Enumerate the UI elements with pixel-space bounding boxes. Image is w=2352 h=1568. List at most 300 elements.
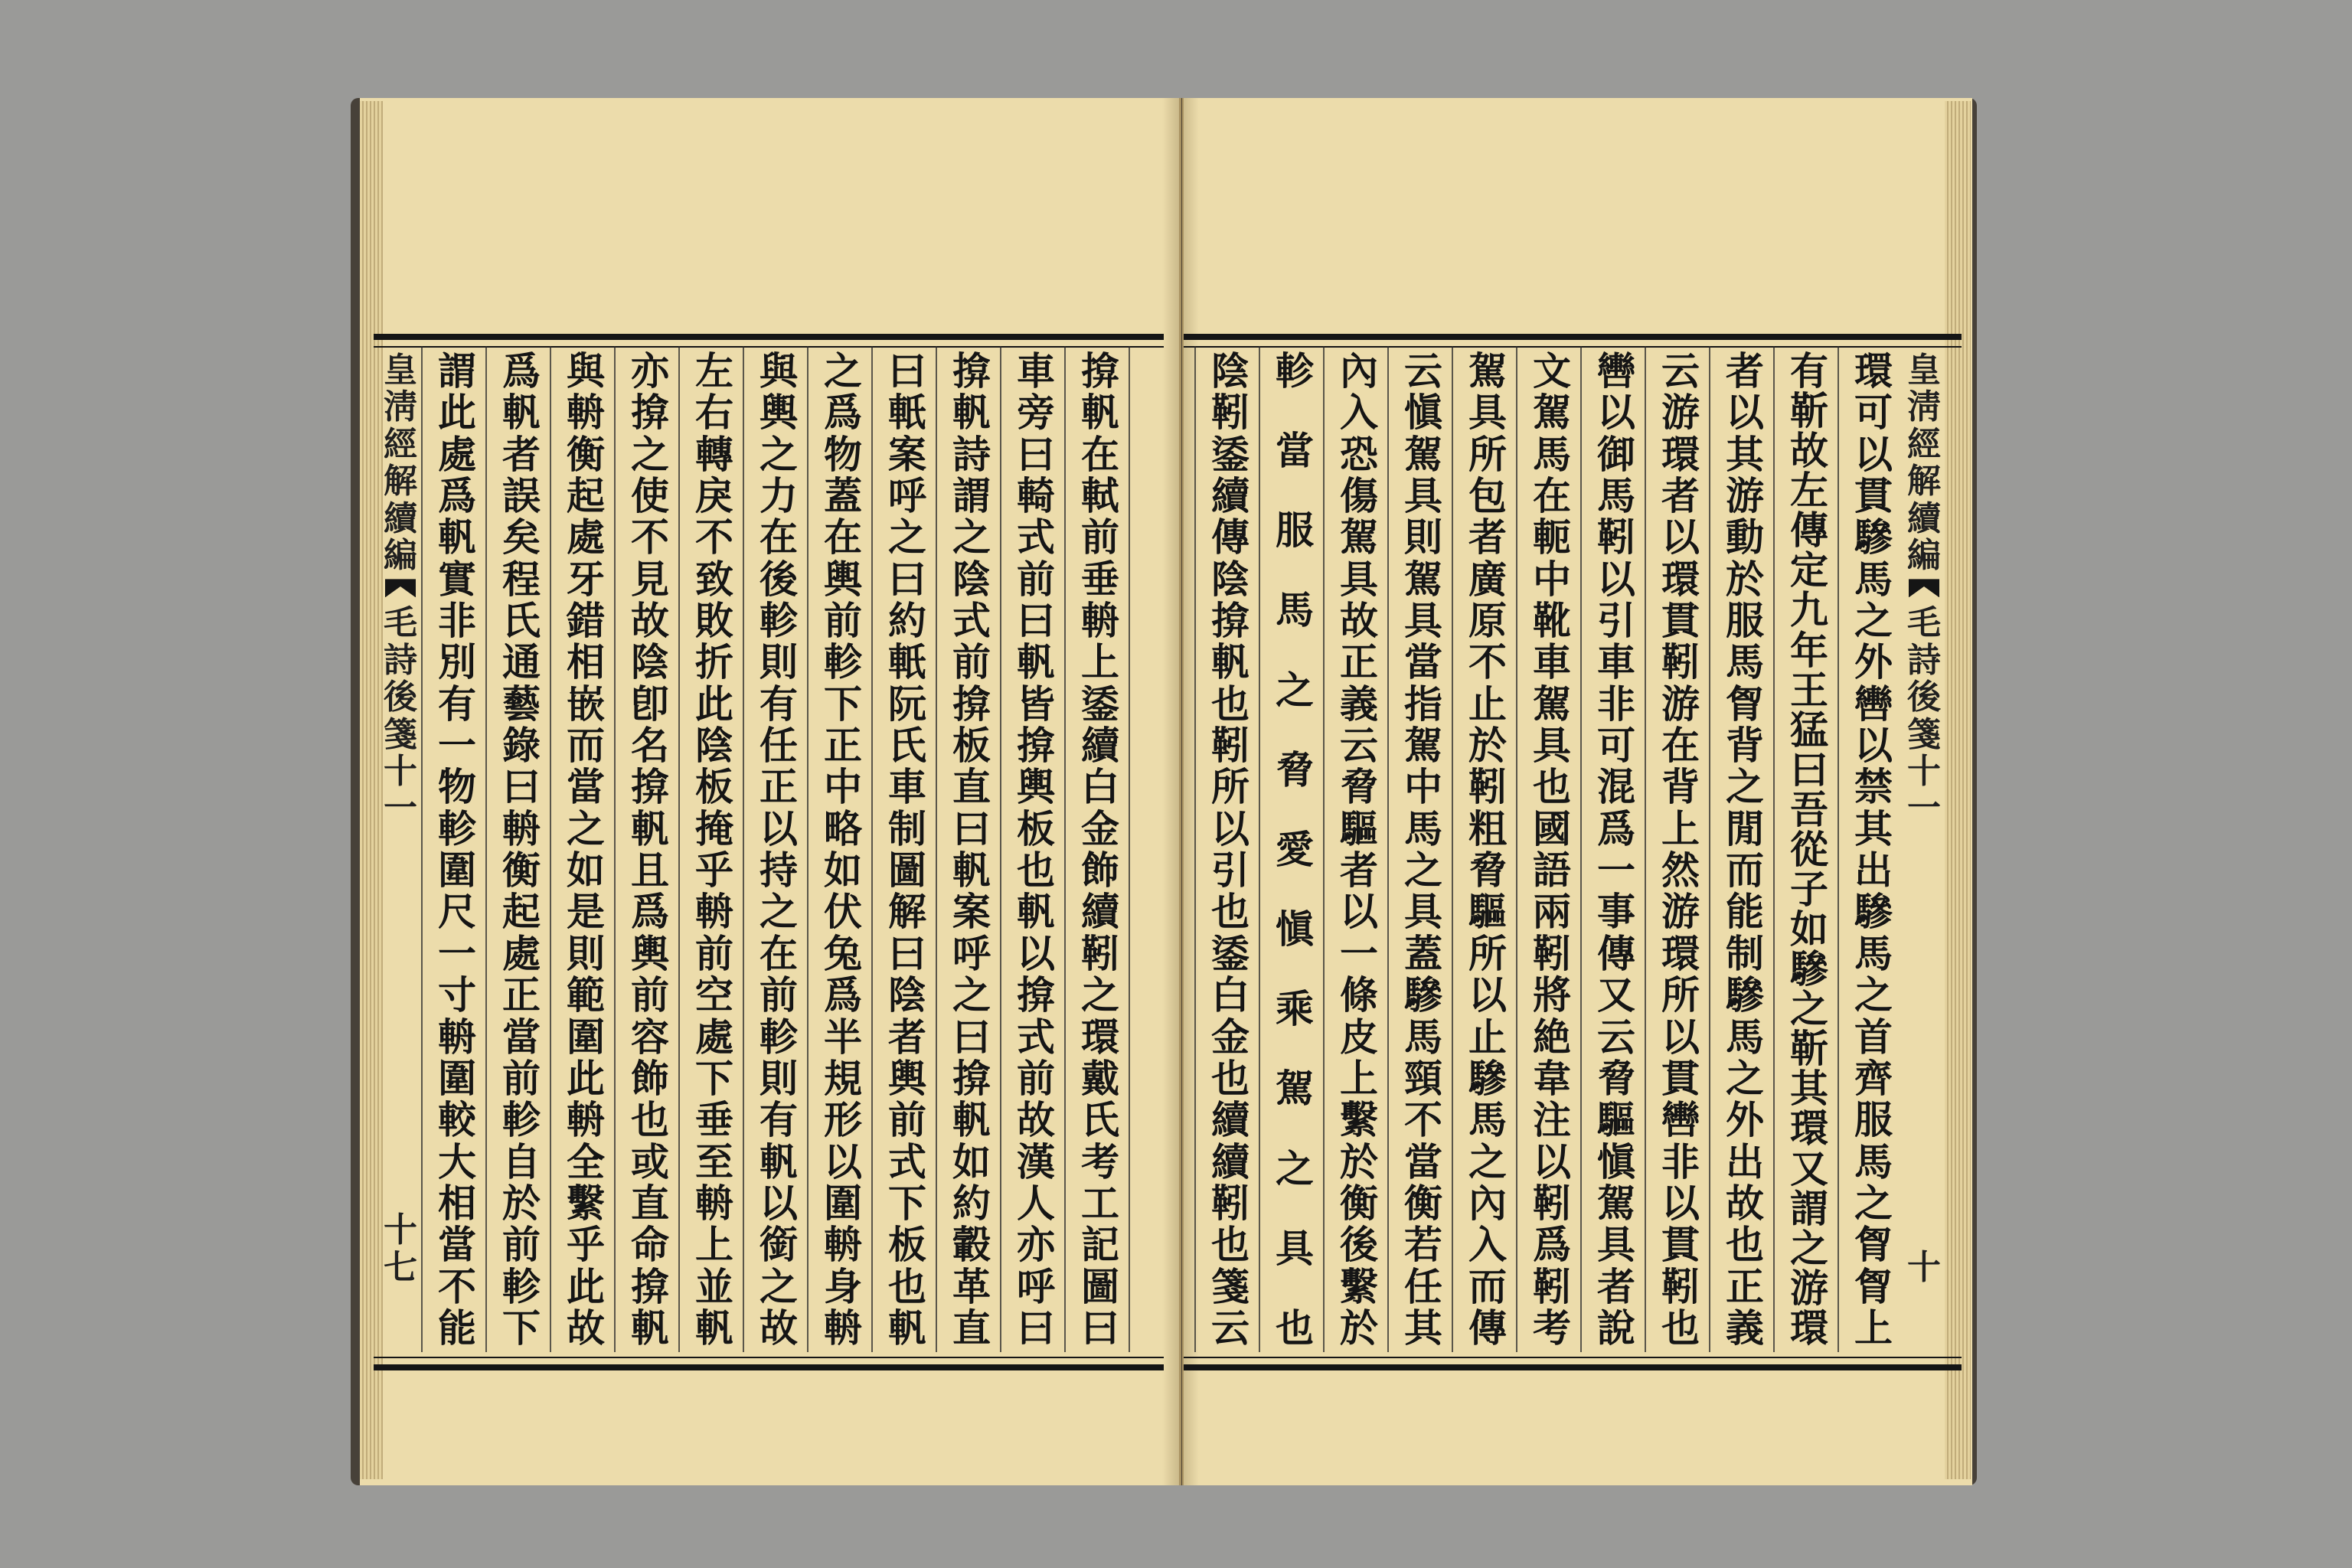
column-rule [678,346,680,1352]
glyph: 圍 [438,1055,476,1101]
glyph: 文 [1533,348,1571,394]
glyph: 游 [1661,390,1700,436]
glyph: 脅 [1276,746,1314,792]
glyph: 也 [1211,1222,1250,1268]
glyph: 起 [567,473,605,519]
column-rule [1000,346,1001,1352]
glyph: 馬 [1854,556,1893,602]
glyph: 與 [760,348,798,394]
glyph: 當 [502,1014,541,1060]
glyph: 爲 [1597,805,1635,851]
glyph: 駕 [1597,1180,1635,1226]
glyph: 掩 [695,805,733,851]
glyph: 至 [695,1138,733,1184]
column-rule [1516,346,1517,1352]
column-rule [614,346,616,1352]
glyph: 愼 [1597,1138,1635,1184]
glyph: 御 [1597,431,1635,477]
glyph: 靷 [1468,764,1507,810]
glyph: 板 [888,1222,926,1268]
glyph: 陰 [1211,348,1250,394]
glyph: 以 [1726,390,1764,436]
glyph: 貫 [1661,1055,1700,1101]
glyph: 具 [1597,1222,1635,1268]
glyph: 靷 [1597,514,1635,560]
glyph: 左 [695,348,733,394]
glyph: 者 [1340,848,1378,893]
glyph: 正 [1340,639,1378,685]
glyph: 齊 [1854,1055,1893,1101]
glyph: 轂 [952,1222,991,1268]
glyph: 爲 [438,473,476,519]
glyph: 前 [760,972,798,1018]
glyph: 靷 [1211,723,1250,769]
glyph: 寸 [438,972,476,1018]
glyph: 不 [1404,1097,1442,1143]
glyph: 入 [1468,1222,1507,1268]
glyph: 是 [567,889,605,935]
text-column [884,348,931,1351]
text-column [755,348,802,1351]
glyph: 如 [824,848,862,893]
glyph: 注 [1533,1097,1571,1143]
fishtail-mark-icon [385,579,416,597]
glyph: 通 [502,639,541,685]
glyph: 軓 [631,1305,669,1351]
glyph: 空 [695,972,733,1018]
glyph: 爲 [502,348,541,394]
glyph: 故 [1017,1097,1055,1143]
glyph: 其 [1854,805,1893,851]
glyph: 也 [631,1097,669,1143]
glyph: 止 [1468,1014,1507,1060]
glyph: 並 [695,1263,733,1309]
glyph: 又 [1597,972,1635,1018]
glyph: 駕 [1468,348,1507,394]
column-rule [936,346,937,1352]
glyph: 上 [1340,1055,1378,1101]
glyph: 當 [1276,428,1314,474]
glyph: 以 [1211,805,1250,851]
glyph: 有 [1790,348,1828,394]
glyph: 駕 [1533,390,1571,436]
glyph: 鋈 [1081,681,1119,727]
centre-title: 皇 淸 經 解 續 編 [1907,351,1941,575]
glyph: 阮 [888,681,926,727]
glyph: 不 [695,514,733,560]
glyph: 然 [1661,848,1700,893]
glyph: 直 [631,1180,669,1226]
text-column [1721,348,1769,1351]
glyph: 相 [438,1180,476,1226]
glyph: 前 [502,1055,541,1101]
glyph: 所 [1468,431,1507,477]
glyph: 前 [695,930,733,976]
glyph: 式 [888,1138,926,1184]
glyph: 曰 [952,1014,991,1060]
text-column [1012,348,1060,1351]
column-rule [1709,346,1710,1352]
glyph: 傷 [1340,473,1378,519]
glyph: 引 [1597,598,1635,644]
glyph: 驂 [1854,889,1893,935]
glyph: 命 [631,1222,669,1268]
glyph: 金 [1211,1014,1250,1060]
glyph: 處 [695,1014,733,1060]
glyph: 不 [1468,639,1507,685]
glyph: 靷 [1533,1180,1571,1226]
glyph: 中 [1533,556,1571,602]
glyph: 愛 [1276,826,1314,872]
glyph: 上 [695,1222,733,1268]
text-column [1785,348,1833,1351]
glyph: 以 [1597,556,1635,602]
glyph: 軝 [888,639,926,685]
glyph: 靷 [1081,930,1119,976]
glyph: 之 [888,514,926,560]
glyph: 物 [438,764,476,810]
glyph: 故 [567,1305,605,1351]
glyph: 正 [502,972,541,1018]
glyph: 語 [1533,848,1571,893]
glyph: 胷 [1854,1222,1893,1268]
glyph: 起 [502,889,541,935]
glyph: 在 [824,514,862,560]
glyph: 詩 [952,431,991,477]
glyph: 所 [1661,972,1700,1018]
glyph: 有 [438,681,476,727]
glyph: 義 [1726,1305,1764,1351]
text-column [691,348,738,1351]
glyph: 靳 [1790,388,1828,434]
text-column [1076,348,1124,1351]
glyph: 處 [567,514,605,560]
glyph: 之 [760,1263,798,1309]
glyph: 氏 [888,723,926,769]
text-column [1271,348,1318,1351]
glyph: 輢 [1017,473,1055,519]
glyph: 戴 [1081,1055,1119,1101]
text-column [819,348,867,1351]
glyph: 板 [1017,805,1055,851]
glyph: 曰 [1081,1305,1119,1351]
glyph: 以 [824,1138,862,1184]
glyph: 絶 [1533,1014,1571,1060]
glyph: 記 [1081,1222,1119,1268]
folio-number: 十 七 [384,1210,417,1287]
glyph: 車 [888,764,926,810]
text-column [562,348,609,1351]
glyph: 或 [631,1138,669,1184]
glyph: 馬 [1468,1097,1507,1143]
glyph: 軓 [952,390,991,436]
column-rule [485,346,487,1352]
glyph: 靷 [1533,930,1571,976]
glyph: 式 [1017,514,1055,560]
glyph: 之 [1468,1138,1507,1184]
glyph: 蓋 [824,473,862,519]
centre-subtitle: 毛 詩 後 箋 十 一 [384,603,417,828]
glyph: 陰 [695,723,733,769]
glyph: 能 [438,1305,476,1351]
glyph: 其 [1404,1305,1442,1351]
glyph: 軓 [952,848,991,893]
glyph: 白 [1211,972,1250,1018]
text-column [1464,348,1511,1351]
glyph: 中 [1404,764,1442,810]
glyph: 輿 [760,390,798,436]
glyph: 也 [1211,681,1250,727]
glyph: 揜 [631,764,669,810]
glyph: 爲 [824,972,862,1018]
glyph: 衡 [567,431,605,477]
glyph: 此 [695,681,733,727]
glyph: 揜 [1081,348,1119,394]
glyph: 游 [1790,1265,1828,1311]
glyph: 則 [1404,514,1442,560]
glyph: 衡 [1404,1180,1442,1226]
glyph: 猛 [1790,707,1828,753]
glyph: 以 [1854,723,1893,769]
glyph: 式 [952,598,991,644]
glyph: 者 [1597,1263,1635,1309]
glyph: 服 [1854,1097,1893,1143]
glyph: 革 [952,1263,991,1309]
glyph: 輈 [567,1097,605,1143]
column-rule [1259,346,1260,1352]
glyph: 曰 [1017,1305,1055,1351]
glyph: 傳 [1468,1305,1507,1351]
glyph: 駕 [1533,681,1571,727]
glyph: 陰 [1211,556,1250,602]
glyph: 非 [1597,681,1635,727]
glyph: 全 [567,1138,605,1184]
glyph: 銜 [760,1222,798,1268]
glyph: 之 [1790,1225,1828,1271]
glyph: 爲 [631,889,669,935]
glyph: 者 [1468,514,1507,560]
glyph: 也 [1726,1222,1764,1268]
glyph: 身 [824,1263,862,1309]
glyph: 揜 [631,1263,669,1309]
glyph: 內 [1340,348,1378,394]
glyph: 之 [1854,1180,1893,1226]
glyph: 閒 [1726,805,1764,851]
glyph: 駕 [1340,514,1378,560]
glyph: 首 [1854,1014,1893,1060]
glyph: 圍 [567,1014,605,1060]
glyph: 白 [1081,764,1119,810]
glyph: 揜 [952,681,991,727]
glyph: 出 [1726,1138,1764,1184]
glyph: 當 [438,1222,476,1268]
glyph: 上 [1854,1305,1893,1351]
glyph: 牙 [567,556,605,602]
glyph: 約 [952,1180,991,1226]
glyph: 靷 [1661,639,1700,685]
glyph: 馬 [1404,1014,1442,1060]
glyph: 卽 [631,681,669,727]
glyph: 說 [1597,1305,1635,1351]
glyph: 之 [824,348,862,394]
glyph: 以 [1340,889,1378,935]
glyph: 具 [1276,1225,1314,1271]
glyph: 曰 [952,805,991,851]
glyph: 貫 [1661,598,1700,644]
glyph: 上 [1661,805,1700,851]
glyph: 飾 [1081,848,1119,893]
glyph: 考 [1081,1138,1119,1184]
glyph: 廣 [1468,556,1507,602]
glyph: 胷 [1726,681,1764,727]
glyph: 也 [888,1263,926,1309]
glyph: 輈 [824,1222,862,1268]
glyph: 故 [1790,428,1828,474]
column-rule [1064,346,1066,1352]
text-column [1400,348,1447,1351]
glyph: 前 [1017,556,1055,602]
glyph: 軓 [952,1097,991,1143]
glyph: 前 [1081,514,1119,560]
column-rule [421,346,423,1352]
glyph: 處 [502,930,541,976]
glyph: 下 [695,1055,733,1101]
text-column [626,348,674,1351]
glyph: 一 [438,930,476,976]
glyph: 乎 [567,1222,605,1268]
glyph: 脅 [1340,764,1378,810]
glyph: 包 [1468,473,1507,519]
glyph: 而 [1468,1263,1507,1309]
glyph: 在 [760,930,798,976]
glyph: 靷 [1211,390,1250,436]
glyph: 具 [1404,889,1442,935]
centre-title: 皇 淸 經 解 續 編 [384,351,417,575]
glyph: 兩 [1533,889,1571,935]
glyph: 環 [1790,1305,1828,1351]
glyph: 之 [760,431,798,477]
glyph: 者 [502,431,541,477]
text-column [1335,348,1383,1351]
glyph: 以 [760,1180,798,1226]
glyph: 者 [1661,473,1700,519]
glyph: 致 [695,556,733,602]
glyph: 任 [760,723,798,769]
glyph: 曰 [888,556,926,602]
glyph: 傳 [1211,514,1250,560]
glyph: 有 [760,1097,798,1143]
glyph: 中 [824,764,862,810]
glyph: 義 [1340,681,1378,727]
glyph: 曰 [1017,431,1055,477]
glyph: 也 [1276,1305,1314,1351]
glyph: 軓 [760,1138,798,1184]
glyph: 國 [1533,805,1571,851]
glyph: 揜 [952,348,991,394]
glyph: 入 [1340,390,1378,436]
glyph: 可 [1854,390,1893,436]
glyph: 也 [1017,848,1055,893]
glyph: 馬 [1533,431,1571,477]
glyph: 故 [760,1305,798,1351]
glyph: 則 [760,1055,798,1101]
glyph: 以 [1017,930,1055,976]
glyph: 之 [567,805,605,851]
glyph: 游 [1661,889,1700,935]
glyph: 輈 [438,1014,476,1060]
glyph: 軫 [1276,348,1314,394]
glyph: 此 [567,1263,605,1309]
glyph: 軓 [1211,639,1250,685]
glyph: 制 [1726,930,1764,976]
glyph: 軛 [1533,514,1571,560]
glyph: 之 [1081,972,1119,1018]
glyph: 軾 [1081,473,1119,519]
glyph: 前 [502,1222,541,1268]
glyph: 於 [1468,723,1507,769]
glyph: 輿 [888,1055,926,1101]
glyph: 在 [1661,723,1700,769]
glyph: 驂 [1854,514,1893,560]
text-column [1528,348,1576,1351]
glyph: 貫 [1661,1222,1700,1268]
glyph: 形 [824,1097,862,1143]
glyph: 任 [1404,1263,1442,1309]
glyph: 環 [1661,930,1700,976]
glyph: 所 [1468,930,1507,976]
glyph: 具 [1404,473,1442,519]
glyph: 年 [1790,627,1828,673]
glyph: 背 [1726,723,1764,769]
glyph: 馬 [1726,639,1764,685]
glyph: 之 [631,431,669,477]
glyph: 謂 [1790,1185,1828,1231]
glyph: 嵌 [567,681,605,727]
glyph: 之 [1790,986,1828,1032]
glyph: 續 [1081,723,1119,769]
glyph: 謂 [952,473,991,519]
glyph: 考 [1533,1305,1571,1351]
glyph: 輈 [824,1305,862,1351]
glyph: 以 [1468,972,1507,1018]
glyph: 皆 [1017,681,1055,727]
glyph: 非 [438,598,476,644]
glyph: 物 [824,431,862,477]
glyph: 衡 [1340,1180,1378,1226]
glyph: 貫 [1854,473,1893,519]
glyph: 揜 [1017,972,1055,1018]
glyph: 左 [1790,468,1828,514]
text-column [1850,348,1897,1351]
glyph: 續 [1211,1138,1250,1184]
glyph: 以 [1854,431,1893,477]
glyph: 下 [502,1305,541,1351]
glyph: 亦 [631,348,669,394]
glyph: 能 [1726,889,1764,935]
glyph: 也 [1533,764,1571,810]
glyph: 正 [824,723,862,769]
glyph: 者 [888,1014,926,1060]
glyph: 之 [1726,764,1764,810]
centre-subtitle: 毛 詩 後 箋 十 一 [1907,603,1941,828]
glyph: 靴 [1533,598,1571,644]
glyph: 軓 [888,1305,926,1351]
column-rule [743,346,744,1352]
glyph: 動 [1726,514,1764,560]
column-rule [871,346,873,1352]
glyph: 正 [760,764,798,810]
glyph: 吾 [1790,786,1828,832]
